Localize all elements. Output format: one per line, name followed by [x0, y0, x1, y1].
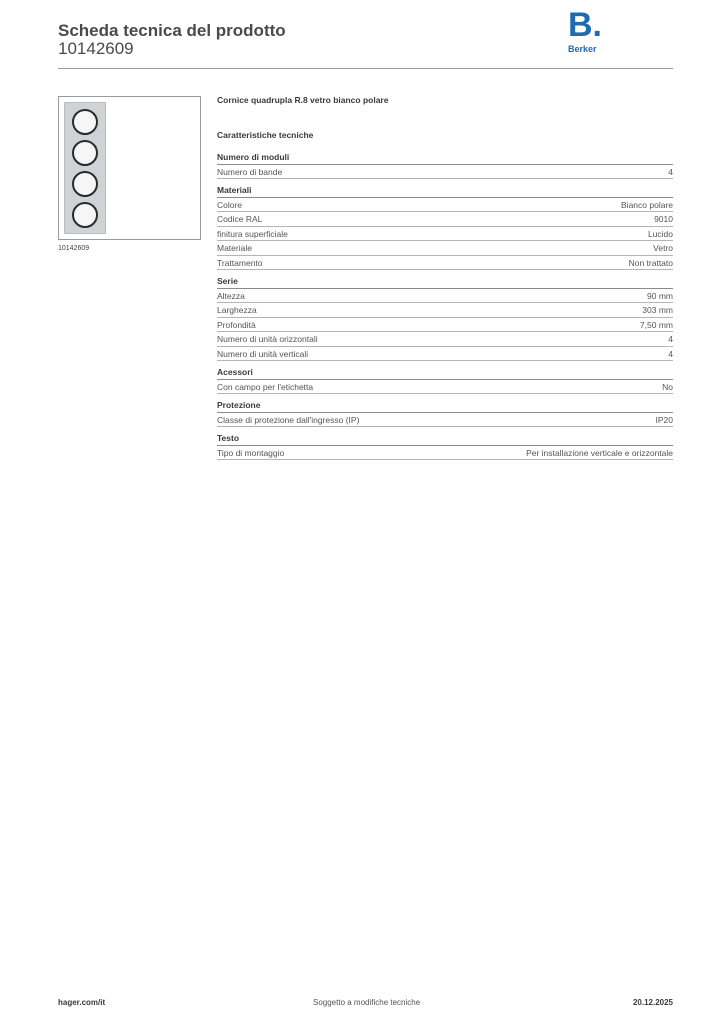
- spec-section: [217, 431, 673, 460]
- frame-opening-3: [72, 171, 98, 197]
- spec-section: [217, 150, 673, 179]
- spec-section: [217, 365, 673, 394]
- spec-value: 9010: [654, 214, 673, 224]
- product-image: [58, 96, 201, 240]
- spec-section: [217, 274, 673, 361]
- spec-row: [217, 303, 673, 318]
- footer-date: 20.12.2025: [632, 998, 673, 1007]
- spec-sheet: [217, 94, 673, 464]
- spec-value: Non trattato: [628, 257, 673, 268]
- spec-section: [217, 398, 673, 427]
- spec-value: Vetro: [653, 243, 673, 253]
- spec-label: Classe di protezione dall'ingresso (IP): [217, 414, 360, 425]
- spec-label: Numero di unità verticali: [217, 348, 309, 359]
- spec-value: No: [662, 381, 673, 392]
- section-title: Acessori: [217, 365, 673, 380]
- section-title: Testo: [217, 431, 673, 446]
- spec-row: [217, 318, 673, 333]
- spec-label: Profondità: [217, 319, 256, 330]
- berker-logo: [564, 6, 606, 58]
- spec-label: Colore: [217, 199, 243, 210]
- footer-note: Soggetto a modifiche tecniche: [313, 998, 421, 1007]
- spec-label: Altezza: [217, 290, 245, 301]
- frame-opening-4: [72, 202, 98, 228]
- section-title: Numero di moduli: [217, 150, 673, 165]
- spec-value: 303 mm: [642, 305, 673, 315]
- spec-value: 90 mm: [647, 290, 673, 301]
- spec-value: Per installazione verticale e orizzontale: [526, 447, 673, 458]
- logo-text: Berker: [568, 44, 597, 54]
- section-title: Serie: [217, 274, 673, 289]
- spec-sections: [217, 150, 673, 460]
- product-name: Cornice quadrupla R.8 vetro bianco polare: [217, 95, 389, 105]
- frame-opening-1: [72, 109, 98, 135]
- spec-row: [217, 241, 673, 256]
- spec-row: [217, 347, 673, 362]
- spec-row: [217, 256, 673, 271]
- spec-value: 4: [668, 166, 673, 177]
- spec-label: Tipo di montaggio: [217, 447, 285, 458]
- spec-row: [217, 227, 673, 242]
- section-title: Protezione: [217, 398, 673, 413]
- section-title: Materiali: [217, 183, 673, 198]
- spec-row: [217, 413, 673, 428]
- header-divider: [58, 68, 673, 69]
- spec-value: Lucido: [647, 228, 673, 239]
- spec-value: 7,50 mm: [639, 319, 673, 330]
- quadruple-frame-image: [64, 102, 106, 234]
- spec-row: [217, 212, 673, 227]
- spec-row: [217, 289, 673, 304]
- specs-heading: Caratteristiche tecniche: [217, 130, 314, 140]
- footer-website: hager.com/it: [58, 998, 106, 1007]
- spec-value: Bianco polare: [621, 199, 673, 210]
- page-title: Scheda tecnica del prodotto: [58, 21, 286, 40]
- spec-row: [217, 165, 673, 180]
- spec-value: 4: [668, 334, 673, 344]
- spec-label: Materiale: [217, 243, 252, 253]
- spec-label: Trattamento: [217, 257, 263, 268]
- spec-label: Codice RAL: [217, 214, 263, 224]
- product-code: 10142609: [58, 39, 134, 58]
- spec-label: Larghezza: [217, 305, 257, 315]
- spec-label: Numero di bande: [217, 166, 283, 177]
- spec-value: IP20: [655, 414, 673, 425]
- spec-row: [217, 380, 673, 395]
- logo-mark: B.: [568, 6, 602, 44]
- image-caption: 10142609: [58, 245, 90, 252]
- spec-label: Con campo per l'etichetta: [217, 381, 314, 392]
- spec-row: [217, 198, 673, 213]
- spec-section: [217, 183, 673, 270]
- spec-row: [217, 332, 673, 347]
- spec-row: [217, 446, 673, 461]
- spec-label: Numero di unità orizzontali: [217, 334, 318, 344]
- frame-opening-2: [72, 140, 98, 166]
- spec-value: 4: [668, 348, 673, 359]
- spec-label: finitura superficiale: [217, 228, 288, 239]
